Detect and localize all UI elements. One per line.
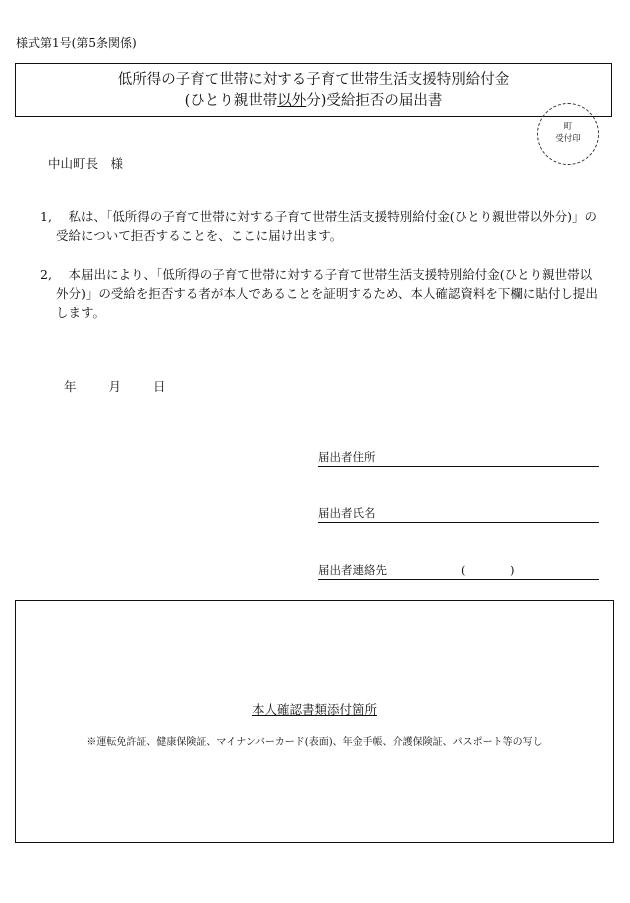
attachment-title: 本人確認書類添付箇所 [251, 702, 377, 717]
contact-paren-close: ) [510, 563, 515, 577]
reception-stamp-circle [537, 103, 599, 165]
title-line-2-suffix: 分)受給拒否の届出書 [306, 93, 443, 109]
address-field[interactable] [318, 449, 599, 467]
document-title [15, 63, 612, 117]
paragraph-1-number: 1, [40, 209, 52, 224]
addressee: 中山町長 様 [48, 156, 124, 171]
title-line-2 [16, 91, 611, 112]
contact-label: 届出者連絡先 [318, 563, 387, 577]
form-number: 様式第1号(第5条関係) [16, 36, 137, 50]
paragraph-1-text: 私は、「低所得の子育て世帯に対する子育て世帯生活支援特別給付金(ひとり親世帯以外分)」の受給について拒否することを、ここに届け出ます。 [56, 209, 598, 243]
paragraph-1 [40, 207, 600, 245]
date-line [64, 377, 194, 395]
paragraph-2-text: 本届出により、「低所得の子育て世帯に対する子育て世帯生活支援特別給付金(ひとり親世帯以外分)」の受給を拒否する者が本人であることを証明するため、本人確認資料を下欄に貼付し提出します。 [56, 267, 598, 320]
stamp-line-2: 受付印 [555, 134, 581, 144]
title-line-1: 低所得の子育て世帯に対する子育て世帯生活支援特別給付金 [117, 72, 510, 88]
name-label: 届出者氏名 [318, 506, 376, 520]
contact-field[interactable] [318, 562, 599, 580]
paragraph-2 [40, 265, 600, 322]
stamp-line-1: 町 [563, 122, 573, 132]
date-year: 年 [64, 379, 77, 394]
contact-paren-open: ( [461, 563, 466, 577]
title-line-2-prefix: (ひとり親世帯 [184, 93, 278, 109]
date-month: 月 [108, 379, 122, 394]
date-day: 日 [153, 379, 166, 394]
paragraph-2-number: 2, [40, 267, 52, 282]
address-label: 届出者住所 [318, 450, 376, 464]
id-document-attachment-area [15, 600, 614, 843]
name-field[interactable] [318, 505, 599, 523]
attachment-note: ※運転免許証、健康保険証、マイナンバーカード(表面)、年金手帳、介護保険証、パスポート等の写し [86, 737, 543, 748]
title-line-2-underlined: 以外 [277, 93, 307, 109]
